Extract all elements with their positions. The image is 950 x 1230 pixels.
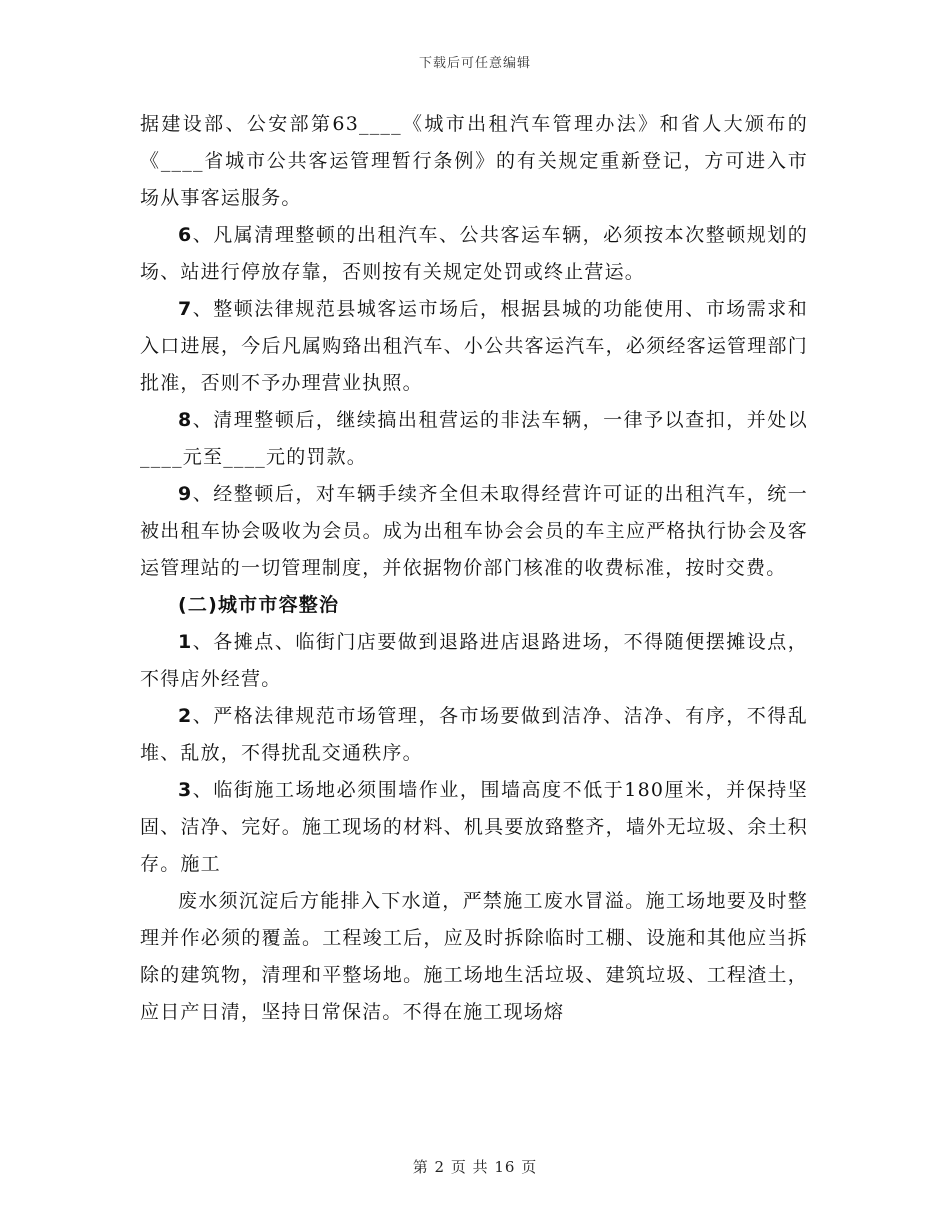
paragraph-text: 、各摊点、临街门店要做到退路进店退路进场，不得随便摆摊设点，不得店外经营。 [140, 631, 808, 690]
item-number: 7 [178, 298, 193, 320]
paragraph-text: 、严格法律规范市场管理，各市场要做到洁净、洁净、有序，不得乱堆、乱放，不得扰乱交通秩序。 [140, 705, 808, 764]
item-number: 6 [178, 224, 193, 246]
page-footer: 第 2 页 共 16 页 [412, 1158, 538, 1176]
paragraph-text: 、经整顿后，对车辆手续齐全但未取得经营许可证的出租汽车，统一被出租车协会吸收为会员。成为出租车协会会员的车主应严格执行协会及客运管理站的一切管理制度，并依据物价部门核准的收费标准，按时交费。 [140, 483, 808, 579]
paragraph-item-1 [140, 624, 808, 698]
section-heading: (二)城市市容整治 [178, 594, 340, 616]
paragraph-text: 、凡属清理整顿的出租汽车、公共客运车辆，必须按本次整顿规划的场、站进行停放存靠，否则按有关规定处罚或终止营运。 [140, 224, 808, 283]
item-number: 3 [178, 779, 193, 801]
page-header: 下载后可任意编辑 [418, 56, 531, 71]
item-number: 1 [178, 631, 193, 653]
paragraph-item-2 [140, 698, 808, 772]
item-number: 8 [178, 409, 193, 431]
paragraph-continued: 废水须沉淀后方能排入下水道，严禁施工废水冒溢。施工场地要及时整理并作必须的覆盖。工程竣工后，应及时拆除临时工棚、设施和其他应当拆除的建筑物，清理和平整场地。施工场地生活垃圾、建筑垃圾、工程渣土，应日产日清，坚持日常保洁。不得在施工现场熔 [140, 890, 808, 1023]
paragraph-item-9 [140, 476, 808, 587]
item-number: 9 [178, 483, 193, 505]
paragraph-text: 、临街施工场地必须围墙作业，围墙高度不低于180厘米，并保持坚固、洁净、完好。施工现场的材料、机具要放臵整齐，墙外无垃圾、余土积存。施工 [140, 779, 808, 875]
item-number: 2 [178, 705, 193, 727]
paragraph-item-3 [140, 772, 808, 883]
paragraph-continuation: 据建设部、公安部第63____《城市出租汽车管理办法》和省人大颁布的《____省城市公共客运管理暂行条例》的有关规定重新登记，方可进入市场从事客运服务。 [140, 113, 808, 209]
paragraph-item-8 [140, 402, 808, 476]
paragraph-item-6 [140, 217, 808, 291]
paragraph-text: 、整顿法律规范县城客运市场后，根据县城的功能使用、市场需求和入口进展，今后凡属购臵出租汽车、小公共客运汽车，必须经客运管理部门批准，否则不予办理营业执照。 [140, 298, 808, 394]
paragraph-text: 、清理整顿后，继续搞出租营运的非法车辆，一律予以查扣，并处以____元至____元的罚款。 [140, 409, 808, 468]
document-body [140, 106, 808, 1031]
paragraph-item-7 [140, 291, 808, 402]
